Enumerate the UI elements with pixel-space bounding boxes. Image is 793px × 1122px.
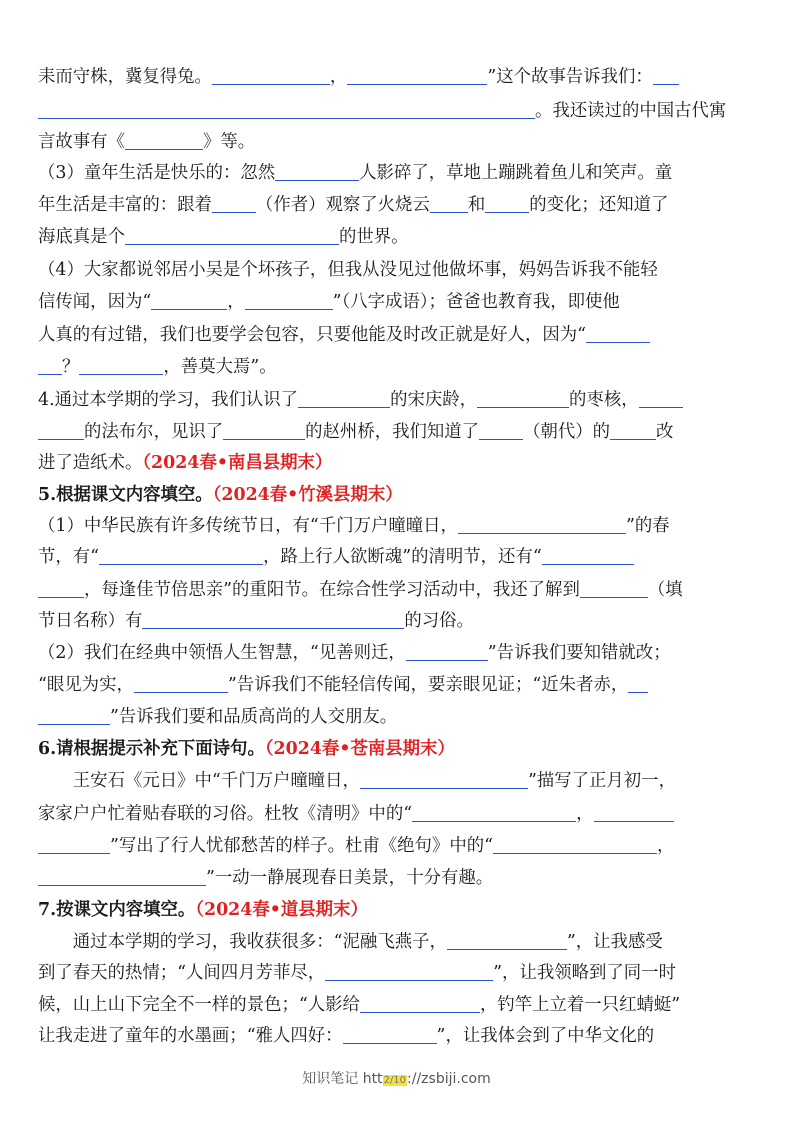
- answer-blank[interactable]: [142, 606, 404, 629]
- text-segment: ，路上行人欲断魂”的清明节，还有“: [263, 547, 542, 567]
- text-segment: 到了春天的热情；“人间四月芳菲尽，: [38, 963, 326, 983]
- text-line: [38, 222, 409, 252]
- answer-blank[interactable]: [458, 511, 626, 534]
- text-segment: 4.通过本学期的学习，我们认识了: [38, 390, 299, 410]
- text-line: [38, 958, 676, 988]
- text-segment: ，: [657, 836, 675, 856]
- exam-source-tag: （2024春•竹溪县期末）: [212, 485, 403, 505]
- text-line: [38, 990, 680, 1020]
- text-segment: ”，让我领略到了同一时: [493, 963, 676, 983]
- text-segment: ，钓竿上立着一只红蜻蜓”: [479, 995, 681, 1015]
- answer-blank[interactable]: [212, 190, 256, 213]
- answer-blank[interactable]: [151, 287, 227, 310]
- text-segment: （3）童年生活是快乐的：忽然: [38, 163, 276, 183]
- text-line: [38, 799, 674, 829]
- answer-blank[interactable]: [38, 702, 110, 725]
- text-line: [38, 320, 650, 350]
- text-segment: 海底真是个: [38, 227, 125, 247]
- text-segment: ”写出了行人忧郁愁苦的样子。杜甫《绝句》中的“: [110, 836, 493, 856]
- text-line: [38, 895, 368, 925]
- text-segment: 的习俗。: [404, 611, 474, 631]
- text-segment: ？: [62, 357, 80, 377]
- text-segment: （填: [647, 580, 683, 600]
- text-line: [38, 638, 671, 668]
- answer-blank[interactable]: [38, 863, 206, 886]
- answer-blank[interactable]: [653, 62, 679, 85]
- text-line: [38, 127, 255, 157]
- text-segment: 家家户户忙着贴春联的习俗。杜牧《清明》中的“: [38, 804, 413, 824]
- answer-blank[interactable]: [542, 542, 634, 565]
- answer-blank[interactable]: [447, 927, 567, 950]
- text-line: [38, 96, 726, 126]
- text-line: [38, 255, 658, 285]
- answer-blank[interactable]: [477, 385, 569, 408]
- answer-blank[interactable]: [360, 766, 528, 789]
- text-line: [38, 385, 683, 415]
- text-segment: 的变化；还知道了: [529, 195, 669, 215]
- exam-source-tag: （2024春•南昌县期末）: [142, 453, 333, 473]
- text-line: [38, 542, 634, 572]
- answer-blank[interactable]: [125, 222, 339, 245]
- answer-blank[interactable]: [485, 190, 529, 213]
- answer-blank[interactable]: [79, 352, 163, 375]
- answer-blank[interactable]: [99, 542, 263, 565]
- text-segment: “眼见为实，: [38, 675, 134, 695]
- text-segment: ，: [576, 804, 594, 824]
- text-segment: 言故事有《: [38, 132, 125, 152]
- answer-blank[interactable]: [212, 62, 330, 85]
- text-segment: ，每逢佳节倍思亲”的重阳节。在综合性学习活动中，我还了解到: [84, 580, 580, 600]
- text-line: [38, 670, 648, 700]
- text-line: [38, 766, 676, 796]
- text-segment: ”的春: [625, 516, 670, 536]
- text-segment: 和: [467, 195, 486, 215]
- text-segment: 王安石《元日》中“千门万户曈曈日，: [38, 771, 360, 791]
- answer-blank[interactable]: [38, 831, 110, 854]
- text-line: [38, 158, 672, 188]
- answer-blank[interactable]: [639, 385, 683, 408]
- text-segment: 人真的有过错，我们也要学会包容，只要他能及时改正就是好人，因为“: [38, 325, 587, 345]
- footer-site-prefix: 知识笔记 htt: [302, 1071, 383, 1087]
- answer-blank[interactable]: [412, 799, 576, 822]
- text-line: [38, 511, 670, 541]
- text-segment: 。我还读过的中国古代寓: [535, 101, 727, 121]
- text-segment: ”告诉我们不能轻信传闻，要亲眼见证；“近朱者赤，: [227, 675, 629, 695]
- text-segment: ”描写了正月初一，: [527, 771, 676, 791]
- answer-blank[interactable]: [610, 417, 656, 440]
- text-line: [38, 480, 403, 510]
- text-line: [38, 831, 674, 861]
- answer-blank[interactable]: [594, 799, 674, 822]
- text-segment: （2）我们在经典中领悟人生智慧，“见善则迁，: [38, 643, 406, 663]
- answer-blank[interactable]: [245, 287, 333, 310]
- text-segment: 的法布尔，见识了: [84, 422, 224, 442]
- text-line: [38, 575, 683, 605]
- text-segment: 的宋庆龄，: [390, 390, 478, 410]
- text-segment: 通过本学期的学习，我收获很多：“泥融飞燕子，: [38, 932, 447, 952]
- answer-blank[interactable]: [38, 575, 84, 598]
- answer-blank[interactable]: [325, 958, 493, 981]
- page-number: 2/10: [383, 1075, 407, 1086]
- text-segment: ，善莫大焉”。: [163, 357, 277, 377]
- page-footer: [0, 1068, 793, 1088]
- answer-blank[interactable]: [125, 127, 203, 150]
- answer-blank[interactable]: [38, 417, 84, 440]
- text-segment: （作者）观察了火烧云: [255, 195, 430, 215]
- footer-site-suffix: ://zsbiji.com: [407, 1071, 491, 1087]
- text-line: [38, 863, 493, 893]
- text-segment: 节日名称）有: [38, 611, 143, 631]
- answer-blank[interactable]: [360, 990, 480, 1013]
- text-segment: 节，有“: [38, 547, 100, 567]
- text-line: [38, 352, 277, 382]
- text-segment: 的世界。: [338, 227, 409, 247]
- answer-blank[interactable]: [134, 670, 228, 693]
- text-line: [38, 62, 679, 92]
- text-segment: 改: [656, 422, 674, 442]
- text-line: [38, 190, 668, 220]
- answer-blank[interactable]: [586, 320, 650, 343]
- text-segment: 进了造纸术。: [38, 453, 143, 473]
- answer-blank[interactable]: [343, 1021, 437, 1044]
- answer-blank[interactable]: [493, 831, 657, 854]
- answer-blank[interactable]: [628, 670, 648, 693]
- answer-blank[interactable]: [406, 638, 488, 661]
- text-line: [38, 448, 332, 478]
- question-heading: 5.根据课文内容填空。: [38, 485, 213, 505]
- text-segment: 耒而守株，冀复得兔。: [38, 67, 212, 87]
- text-segment: 的赵州桥，我们知道了: [305, 422, 480, 442]
- text-segment: 信传闻，因为“: [38, 292, 152, 312]
- text-segment: 人影碎了，草地上蹦跳着鱼儿和笑声。童: [359, 163, 673, 183]
- text-segment: 让我走进了童年的水墨画；“雅人四好：: [38, 1026, 343, 1046]
- text-segment: ”告诉我们要和品质高尚的人交朋友。: [110, 707, 398, 727]
- text-segment: ”一动一静展现春日美景，十分有趣。: [206, 868, 494, 888]
- text-segment: （4）大家都说邻居小吴是个坏孩子，但我从没见过他做坏事，妈妈告诉我不能轻: [38, 260, 658, 280]
- text-line: [38, 702, 397, 732]
- text-segment: ”这个故事告诉我们：: [487, 67, 653, 87]
- text-line: [38, 734, 455, 764]
- answer-blank[interactable]: [38, 96, 535, 119]
- text-segment: 年生活是丰富的：跟着: [38, 195, 212, 215]
- text-segment: ”，让我体会到了中华文化的: [436, 1026, 655, 1046]
- text-segment: 》等。: [202, 132, 256, 152]
- answer-blank[interactable]: [479, 417, 523, 440]
- text-segment: ”（八字成语）；爸爸也教育我，即使他: [332, 292, 620, 312]
- answer-blank[interactable]: [347, 62, 487, 85]
- answer-blank[interactable]: [298, 385, 390, 408]
- answer-blank[interactable]: [223, 417, 305, 440]
- exam-source-tag: （2024春•道县期末）: [195, 900, 368, 920]
- text-line: [38, 606, 474, 636]
- text-segment: （朝代）的: [523, 422, 611, 442]
- text-segment: 候，山上山下完全不一样的景色；“人影给: [38, 995, 360, 1015]
- question-heading: 7.按课文内容填空。: [38, 900, 196, 920]
- text-segment: ”，让我感受: [566, 932, 663, 952]
- text-segment: ”告诉我们要知错就改；: [487, 643, 671, 663]
- text-line: [38, 1021, 654, 1051]
- answer-blank[interactable]: [580, 575, 648, 598]
- text-line: [38, 927, 663, 957]
- text-segment: （1）中华民族有许多传统节日，有“千门万户曈曈日，: [38, 516, 458, 536]
- answer-blank[interactable]: [275, 158, 359, 181]
- answer-blank[interactable]: [430, 190, 468, 213]
- answer-blank[interactable]: [38, 352, 62, 375]
- question-heading: 6.请根据提示补充下面诗句。: [38, 739, 265, 759]
- text-line: [38, 287, 620, 317]
- text-segment: ，: [227, 292, 245, 312]
- exam-source-tag: （2024春•苍南县期末）: [264, 739, 455, 759]
- text-line: [38, 417, 673, 447]
- text-segment: ，: [329, 67, 348, 87]
- text-segment: 的枣核，: [569, 390, 639, 410]
